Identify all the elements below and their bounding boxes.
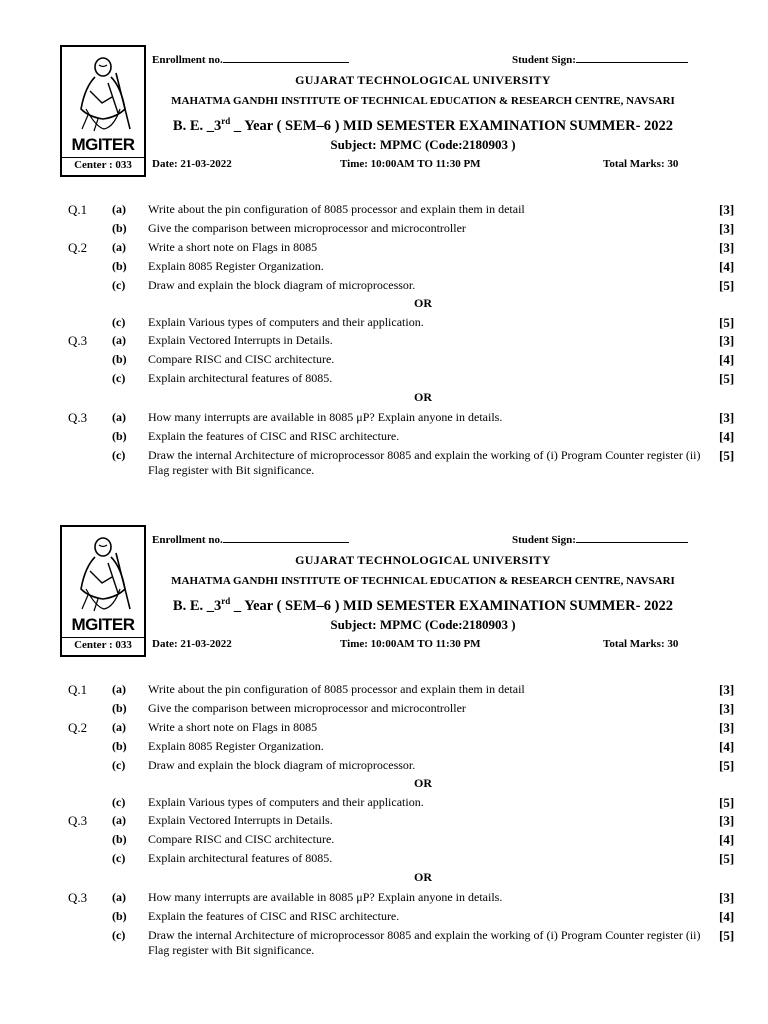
sub-question-label: (a) bbox=[112, 333, 126, 347]
student-sign-blank bbox=[576, 532, 688, 543]
sub-question-label: (b) bbox=[112, 739, 127, 753]
or-separator: OR bbox=[414, 390, 432, 404]
sub-question-label: (b) bbox=[112, 352, 127, 366]
exam-date: Date: 21-03-2022 bbox=[152, 158, 232, 170]
question-marks: [3] bbox=[719, 890, 735, 905]
question-marks: [4] bbox=[719, 259, 735, 274]
question-marks: [3] bbox=[719, 240, 735, 255]
question-text: Write about the pin configuration of 8085 processor and explain them in detail bbox=[148, 202, 525, 216]
sub-question-label: (b) bbox=[112, 221, 127, 235]
sub-question-label: (c) bbox=[112, 371, 126, 385]
question-marks: [3] bbox=[719, 701, 735, 716]
question-marks: [5] bbox=[719, 278, 735, 293]
exam-title-part: B. E. _3 bbox=[172, 597, 222, 614]
question-marks: [5] bbox=[719, 758, 735, 773]
gandhi-portrait-icon bbox=[68, 53, 138, 133]
student-sign-line bbox=[512, 52, 688, 66]
question-marks: [3] bbox=[719, 720, 735, 735]
enrollment-line bbox=[152, 52, 349, 66]
question-text: Explain architectural features of 8085. bbox=[148, 851, 333, 865]
exam-title bbox=[150, 596, 696, 615]
sub-question-label: (c) bbox=[112, 448, 126, 462]
university-name: GUJARAT TECHNOLOGICAL UNIVERSITY bbox=[295, 73, 551, 87]
question-text: Give the comparison between microprocessor and microcontroller bbox=[148, 221, 466, 235]
question-text: Explain the features of CISC and RISC architecture. bbox=[148, 429, 400, 443]
question-paper-copy-2 bbox=[0, 480, 768, 960]
question-text: Write a short note on Flags in 8085 bbox=[148, 240, 318, 254]
enrollment-label: Enrollment no. bbox=[152, 534, 223, 546]
question-text: Explain architectural features of 8085. bbox=[148, 371, 333, 385]
question-marks: [3] bbox=[719, 682, 735, 697]
sub-question-label: (b) bbox=[112, 429, 127, 443]
question-text: Compare RISC and CISC architecture. bbox=[148, 832, 335, 846]
question-text: Explain Vectored Interrupts in Details. bbox=[148, 333, 333, 347]
exam-title-part: B. E. _3 bbox=[172, 117, 222, 134]
sub-question-label: (a) bbox=[112, 682, 126, 696]
exam-time: Time: 10:00AM TO 11:30 PM bbox=[340, 638, 481, 650]
exam-time: Time: 10:00AM TO 11:30 PM bbox=[340, 158, 481, 170]
question-text: Explain 8085 Register Organization. bbox=[148, 259, 324, 273]
student-sign-label: Student Sign: bbox=[512, 54, 576, 66]
sub-question-label: (a) bbox=[112, 410, 126, 424]
question-marks: [4] bbox=[719, 352, 735, 367]
enrollment-line bbox=[152, 532, 349, 546]
question-text: Explain Vectored Interrupts in Details. bbox=[148, 813, 333, 827]
sub-question-label: (a) bbox=[112, 813, 126, 827]
exam-title-sup: rd bbox=[221, 116, 231, 126]
question-text: Give the comparison between microprocessor and microcontroller bbox=[148, 701, 466, 715]
exam-date: Date: 21-03-2022 bbox=[152, 638, 232, 650]
total-marks: Total Marks: 30 bbox=[603, 638, 679, 650]
question-marks: [3] bbox=[719, 202, 735, 217]
question-text: Draw and explain the block diagram of microprocessor. bbox=[148, 278, 416, 292]
question-text: Write a short note on Flags in 8085 bbox=[148, 720, 318, 734]
question-marks: [5] bbox=[719, 371, 735, 386]
gandhi-portrait-icon bbox=[68, 533, 138, 613]
question-marks: [4] bbox=[719, 909, 735, 924]
question-marks: [4] bbox=[719, 429, 735, 444]
question-text: How many interrupts are available in 8085 μP? Explain anyone in details. bbox=[148, 410, 503, 424]
student-sign-line bbox=[512, 532, 688, 546]
question-number: Q.1 bbox=[68, 682, 88, 697]
question-marks: [5] bbox=[719, 795, 735, 810]
question-text: Compare RISC and CISC architecture. bbox=[148, 352, 335, 366]
question-text: Explain the features of CISC and RISC architecture. bbox=[148, 909, 400, 923]
sub-question-label: (b) bbox=[112, 259, 127, 273]
or-separator: OR bbox=[414, 776, 432, 790]
question-marks: [3] bbox=[719, 333, 735, 348]
enrollment-blank bbox=[223, 532, 349, 543]
question-text: Draw the internal Architecture of microprocessor 8085 and explain the working of (i) Program Counter register (ii) Flag register with Bit significance. bbox=[148, 928, 701, 957]
question-text: Draw the internal Architecture of microprocessor 8085 and explain the working of (i) Program Counter register (ii) Flag register with Bit significance. bbox=[148, 448, 701, 477]
sub-question-label: (c) bbox=[112, 928, 126, 942]
student-sign-label: Student Sign: bbox=[512, 534, 576, 546]
logo-text: MGITER bbox=[71, 615, 135, 634]
question-text: Write about the pin configuration of 8085 processor and explain them in detail bbox=[148, 682, 525, 696]
question-marks: [5] bbox=[719, 448, 735, 463]
question-marks: [5] bbox=[719, 315, 735, 330]
question-marks: [5] bbox=[719, 928, 735, 943]
sub-question-label: (c) bbox=[112, 851, 126, 865]
university-name: GUJARAT TECHNOLOGICAL UNIVERSITY bbox=[295, 553, 551, 567]
enrollment-label: Enrollment no. bbox=[152, 54, 223, 66]
institute-logo bbox=[60, 45, 146, 177]
sub-question-label: (a) bbox=[112, 202, 126, 216]
sub-question-label: (a) bbox=[112, 720, 126, 734]
question-marks: [5] bbox=[719, 851, 735, 866]
logo-text: MGITER bbox=[71, 135, 135, 154]
question-marks: [4] bbox=[719, 832, 735, 847]
sub-question-label: (b) bbox=[112, 909, 127, 923]
question-paper-copy-1 bbox=[0, 0, 768, 480]
sub-question-label: (b) bbox=[112, 832, 127, 846]
enrollment-blank bbox=[223, 52, 349, 63]
question-marks: [4] bbox=[719, 739, 735, 754]
student-sign-blank bbox=[576, 52, 688, 63]
exam-title-sup: rd bbox=[221, 596, 231, 606]
institute-name: MAHATMA GANDHI INSTITUTE OF TECHNICAL EDUCATION & RESEARCH CENTRE, NAVSARI bbox=[171, 575, 675, 587]
total-marks: Total Marks: 30 bbox=[603, 158, 679, 170]
question-number: Q.3 bbox=[68, 813, 88, 828]
question-number: Q.3 bbox=[68, 410, 88, 425]
question-text: Explain 8085 Register Organization. bbox=[148, 739, 324, 753]
question-text: Explain Various types of computers and their application. bbox=[148, 795, 424, 809]
sub-question-label: (a) bbox=[112, 890, 126, 904]
question-number: Q.1 bbox=[68, 202, 88, 217]
center-code: Center : 033 bbox=[62, 157, 144, 171]
exam-title-part: _ Year ( SEM–6 ) MID SEMESTER EXAMINATION SUMMER- 2022 bbox=[230, 597, 674, 614]
institute-logo bbox=[60, 525, 146, 657]
center-code: Center : 033 bbox=[62, 637, 144, 651]
question-number: Q.2 bbox=[68, 720, 88, 735]
question-number: Q.2 bbox=[68, 240, 88, 255]
sub-question-label: (c) bbox=[112, 758, 126, 772]
question-marks: [3] bbox=[719, 221, 735, 236]
question-marks: [3] bbox=[719, 410, 735, 425]
subject-line: Subject: MPMC (Code:2180903 ) bbox=[330, 137, 516, 152]
question-marks: [3] bbox=[719, 813, 735, 828]
or-separator: OR bbox=[414, 870, 432, 884]
sub-question-label: (a) bbox=[112, 240, 126, 254]
sub-question-label: (c) bbox=[112, 278, 126, 292]
sub-question-label: (c) bbox=[112, 795, 126, 809]
sub-question-label: (c) bbox=[112, 315, 126, 329]
subject-line: Subject: MPMC (Code:2180903 ) bbox=[330, 617, 516, 632]
question-text: How many interrupts are available in 8085 μP? Explain anyone in details. bbox=[148, 890, 503, 904]
exam-title bbox=[150, 116, 696, 135]
sub-question-label: (b) bbox=[112, 701, 127, 715]
question-number: Q.3 bbox=[68, 333, 88, 348]
institute-name: MAHATMA GANDHI INSTITUTE OF TECHNICAL EDUCATION & RESEARCH CENTRE, NAVSARI bbox=[171, 95, 675, 107]
exam-title-part: _ Year ( SEM–6 ) MID SEMESTER EXAMINATION SUMMER- 2022 bbox=[230, 117, 674, 134]
question-text: Explain Various types of computers and their application. bbox=[148, 315, 424, 329]
question-number: Q.3 bbox=[68, 890, 88, 905]
question-text: Draw and explain the block diagram of microprocessor. bbox=[148, 758, 416, 772]
or-separator: OR bbox=[414, 296, 432, 310]
